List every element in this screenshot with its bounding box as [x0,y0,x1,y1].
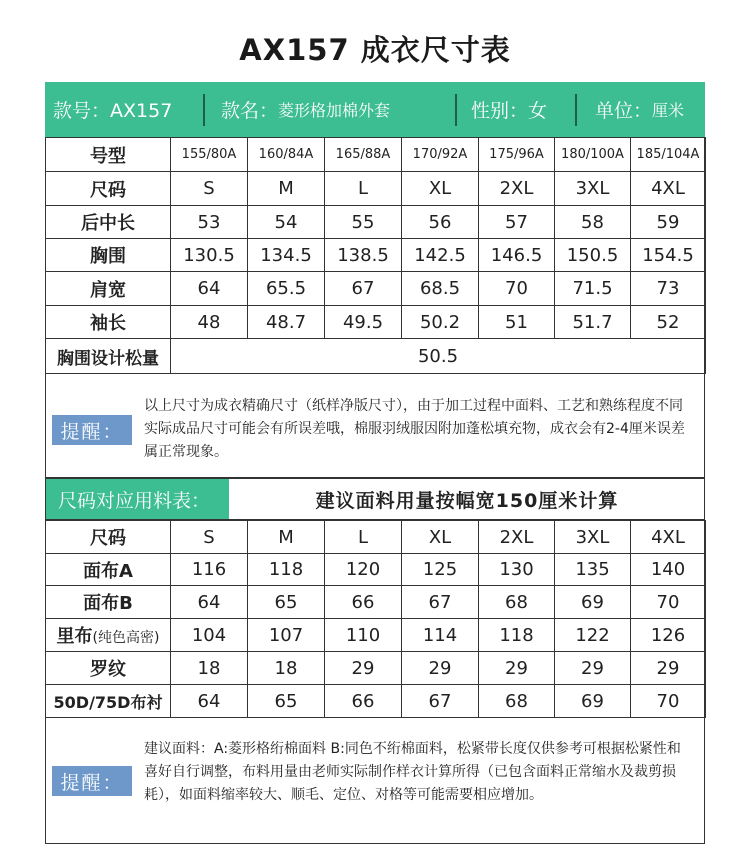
table-cell: 130 [479,554,555,586]
table-row [46,272,706,306]
table-row [46,138,706,172]
fabric-section-bar [45,478,705,520]
table-cell: L [325,172,402,206]
table-cell: 66 [325,586,402,619]
table-cell: 71.5 [555,272,631,306]
row-label [46,306,171,339]
table-cell: 3XL [555,172,631,206]
table-cell: 50.2 [402,306,479,339]
table-cell: 155/80A [171,138,248,172]
table-cell: 64 [171,685,248,718]
unit-field [577,82,705,137]
row-label-text: 里布 [56,626,93,647]
table-cell: 67 [402,685,479,718]
table-cell: 52 [631,306,706,339]
table-cell: 69 [555,685,631,718]
table-cell: 70 [479,272,555,306]
unit-label: 单位： [595,100,653,122]
table-cell: 3XL [555,521,631,554]
table-cell: 68.5 [402,272,479,306]
row-label-text: 胸围 [90,246,126,267]
item-name: 菱形格加棉外套 [278,101,391,120]
row-label-text: 肩宽 [90,279,126,301]
table-cell: 65 [248,685,325,718]
note-box-1 [45,376,705,478]
table-cell: 110 [325,619,402,652]
table-cell: XL [402,172,479,206]
table-cell: 67 [325,272,402,306]
table-row [46,172,706,206]
row-label [46,586,171,619]
table-cell: 57 [479,206,555,239]
row-label [46,685,171,718]
table-row [46,239,706,272]
table-cell: 135 [555,554,631,586]
table-cell: 55 [325,206,402,239]
table-cell: 4XL [631,172,706,206]
row-label-text: 袖长 [90,313,126,334]
row-label-text: 尺码 [90,179,126,201]
table-cell: 64 [171,272,248,306]
table-cell: 49.5 [325,306,402,339]
ease-value: 50.5 [171,339,706,374]
table-cell: 70 [631,685,706,718]
size-table [45,137,706,374]
table-cell: 66 [325,685,402,718]
table-cell: L [325,521,402,554]
item-no: 款号：AX157 [53,100,173,122]
table-cell: 29 [325,652,402,685]
row-label-text: 尺码 [90,528,126,549]
table-row [46,685,706,718]
table-cell: M [248,172,325,206]
table-cell: 122 [555,619,631,652]
table-cell: 140 [631,554,706,586]
row-label [46,652,171,685]
table-cell: 18 [171,652,248,685]
gender: 性别：女 [471,100,548,122]
fabric-section-subtitle: 建议面料用量按幅宽150厘米计算 [315,489,619,512]
table-cell: 65.5 [248,272,325,306]
row-label [46,272,171,306]
table-cell: 107 [248,619,325,652]
table-cell: 67 [402,586,479,619]
table-cell: S [171,521,248,554]
item-name-field [205,82,455,137]
table-cell: XL [402,521,479,554]
table-cell: 73 [631,272,706,306]
table-cell: 48.7 [248,306,325,339]
table-cell: 69 [555,586,631,619]
table-cell: 51.7 [555,306,631,339]
row-label-text: 罗纹 [90,659,126,680]
row-label-text: 后中长 [81,213,135,234]
table-cell: 29 [555,652,631,685]
remind-tag: 提醒： [52,766,132,796]
table-cell: 29 [402,652,479,685]
fabric-table [45,520,706,718]
table-cell: 29 [479,652,555,685]
table-cell: M [248,521,325,554]
table-cell: 120 [325,554,402,586]
row-label [46,619,171,652]
row-label-text: 面布A [83,560,133,582]
table-row [46,521,706,554]
table-cell: 53 [171,206,248,239]
table-cell: 104 [171,619,248,652]
ease-row [46,339,706,374]
table-cell: 114 [402,619,479,652]
table-row [46,206,706,239]
item-name-label: 款名： [221,100,279,122]
table-cell: 126 [631,619,706,652]
ease-label: 胸围设计松量 [46,339,171,374]
table-cell: 54 [248,206,325,239]
table-cell: 165/88A [325,138,402,172]
row-label-text: 面布B [83,593,133,614]
table-cell: 64 [171,586,248,619]
table-cell: 146.5 [479,239,555,272]
table-cell: 180/100A [555,138,631,172]
row-label-text: 号型 [90,145,126,167]
table-cell: 150.5 [555,239,631,272]
table-cell: 18 [248,652,325,685]
table-row [46,554,706,586]
row-label [46,172,171,206]
table-cell: 142.5 [402,239,479,272]
row-label [46,138,171,172]
table-cell: 70 [631,586,706,619]
table-cell: 116 [171,554,248,586]
table-cell: 56 [402,206,479,239]
table-cell: 160/84A [248,138,325,172]
table-cell: 118 [479,619,555,652]
header-bar [45,82,705,137]
unit-value: 厘米 [652,101,685,120]
table-row [46,619,706,652]
table-row [46,306,706,339]
table-cell: 138.5 [325,239,402,272]
row-label [46,521,171,554]
row-label-suffix: (纯色高密) [92,630,160,646]
table-cell: 51 [479,306,555,339]
fabric-section-label: 尺码对应用料表： [46,479,229,519]
row-label-text: 50D/75D布衬 [53,692,163,712]
table-cell: 118 [248,554,325,586]
table-cell: 4XL [631,521,706,554]
table-cell: 59 [631,206,706,239]
note-text: 建议面料：A:菱形格绗棉面料 B:同色不绗棉面料，松紧带长度仅供参考可根据松紧性和喜好自行调整，布料用量由老师实际制作样衣计算所得（已包含面料正常缩水及裁剪损耗），如面料缩率较大、顺毛、定位、对格等可能需要相应增加。 [144,741,681,803]
table-cell: 58 [555,206,631,239]
remind-tag: 提醒： [52,415,132,445]
table-cell: 29 [631,652,706,685]
table-cell: 154.5 [631,239,706,272]
table-cell: 65 [248,586,325,619]
row-label [46,239,171,272]
note-text: 以上尺寸为成衣精确尺寸（纸样净版尺寸），由于加工过程中面料、工艺和熟练程度不同实际成品尺寸可能会有所误差哦，棉服羽绒服因附加蓬松填充物，成衣会有2-4厘米误差属正常现象。 [144,398,685,460]
table-cell: S [171,172,248,206]
table-cell: 68 [479,586,555,619]
table-cell: 170/92A [402,138,479,172]
table-cell: 48 [171,306,248,339]
table-cell: 134.5 [248,239,325,272]
row-label [46,206,171,239]
table-row [46,652,706,685]
table-cell: 130.5 [171,239,248,272]
table-row [46,586,706,619]
page-title: AX157 成衣尺寸表 [239,33,511,67]
note-box-2 [45,718,705,844]
table-cell: 125 [402,554,479,586]
table-cell: 185/104A [631,138,706,172]
table-cell: 68 [479,685,555,718]
row-label [46,554,171,586]
table-cell: 2XL [479,521,555,554]
table-cell: 175/96A [479,138,555,172]
table-cell: 2XL [479,172,555,206]
